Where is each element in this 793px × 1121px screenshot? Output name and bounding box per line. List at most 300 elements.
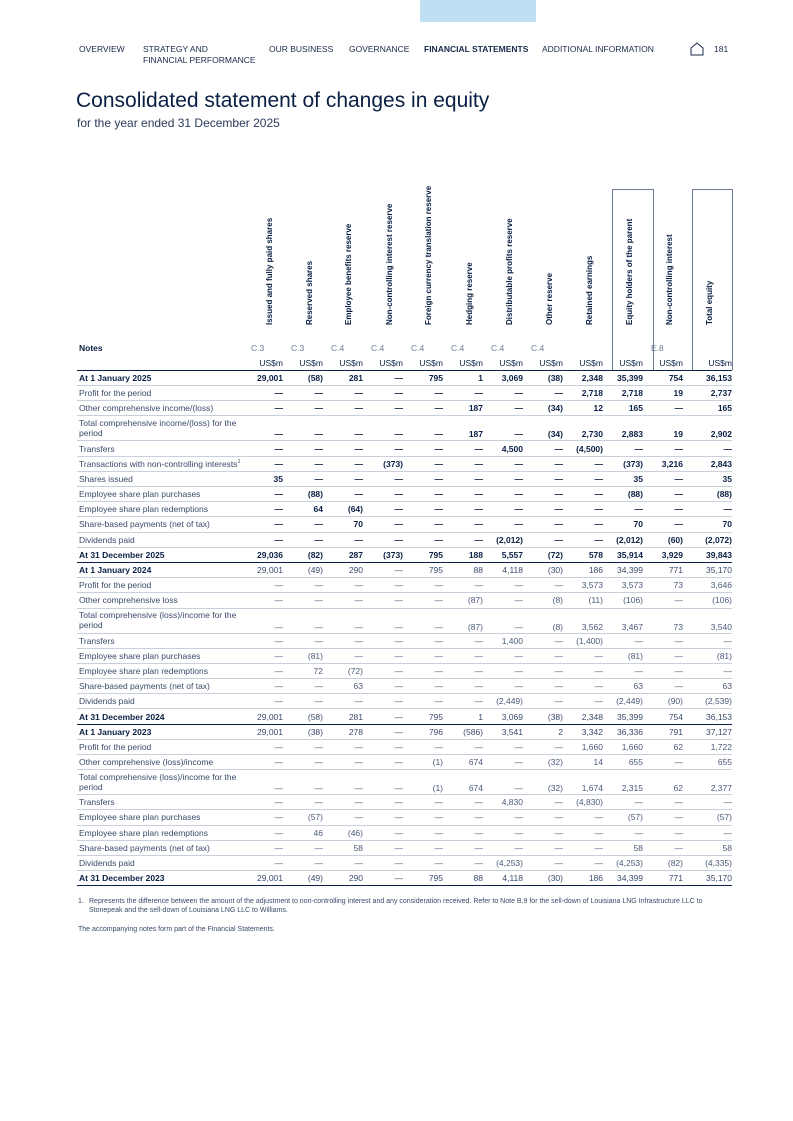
value-cell: — xyxy=(403,471,443,486)
unit-cell: US$m xyxy=(243,355,283,370)
value-cell: — xyxy=(363,441,403,456)
value-cell: — xyxy=(403,416,443,441)
value-cell: (46) xyxy=(323,825,363,840)
table-row-balance xyxy=(77,370,732,385)
value-cell: 3,573 xyxy=(603,578,643,593)
value-cell: — xyxy=(363,825,403,840)
table-row xyxy=(77,825,732,840)
value-cell: — xyxy=(483,679,523,694)
value-cell: — xyxy=(483,810,523,825)
value-cell: 754 xyxy=(643,709,683,724)
value-cell: 36,153 xyxy=(683,370,732,385)
value-cell: — xyxy=(403,487,443,502)
value-cell: — xyxy=(243,633,283,648)
value-cell: (4,253) xyxy=(603,855,643,870)
value-cell: 29,001 xyxy=(243,871,283,886)
table-row xyxy=(77,487,732,502)
notes-cell xyxy=(603,340,643,355)
value-cell: (8) xyxy=(523,593,563,608)
value-cell: — xyxy=(523,471,563,486)
notes-row xyxy=(77,340,732,355)
value-cell: 2,377 xyxy=(683,770,732,795)
value-cell: (4,253) xyxy=(483,855,523,870)
value-cell: — xyxy=(443,386,483,401)
value-cell: 63 xyxy=(603,679,643,694)
value-cell: — xyxy=(523,578,563,593)
value-cell: (34) xyxy=(523,401,563,416)
value-cell: 3,573 xyxy=(563,578,603,593)
value-cell: — xyxy=(483,416,523,441)
value-cell: — xyxy=(523,825,563,840)
value-cell: 3,540 xyxy=(683,608,732,633)
value-cell: — xyxy=(363,517,403,532)
value-cell: — xyxy=(523,840,563,855)
value-cell: — xyxy=(563,648,603,663)
value-cell: — xyxy=(283,578,323,593)
value-cell: — xyxy=(403,825,443,840)
value-cell: 36,336 xyxy=(603,724,643,739)
value-cell: (72) xyxy=(523,547,563,562)
value-cell: — xyxy=(563,502,603,517)
value-cell: — xyxy=(643,795,683,810)
value-cell: (30) xyxy=(523,871,563,886)
value-cell: — xyxy=(283,517,323,532)
notes-cell: C.4 xyxy=(331,342,345,353)
value-cell: — xyxy=(643,825,683,840)
notes-cell: C.4 xyxy=(451,342,465,353)
col-header-hedging-reserve: Hedging reserve xyxy=(465,262,474,325)
value-cell: (4,335) xyxy=(683,855,732,870)
value-cell: — xyxy=(323,855,363,870)
value-cell: — xyxy=(523,456,563,471)
nav-financial-statements[interactable]: FINANCIAL STATEMENTS xyxy=(424,44,529,54)
value-cell: — xyxy=(243,502,283,517)
value-cell: 795 xyxy=(403,370,443,385)
value-cell: — xyxy=(443,471,483,486)
value-cell: (38) xyxy=(283,724,323,739)
row-label: Share-based payments (net of tax) xyxy=(77,840,243,855)
table-row xyxy=(77,755,732,770)
col-header-distributable-profits: Distributable profits reserve xyxy=(505,218,514,325)
value-cell: (57) xyxy=(283,810,323,825)
value-cell: 674 xyxy=(443,770,483,795)
value-cell: 58 xyxy=(683,840,732,855)
home-icon[interactable] xyxy=(689,41,705,57)
value-cell: — xyxy=(603,441,643,456)
value-cell: — xyxy=(363,795,403,810)
nav-strategy[interactable]: STRATEGY AND xyxy=(143,44,208,54)
value-cell: (90) xyxy=(643,694,683,709)
value-cell: 35 xyxy=(683,471,732,486)
table-row xyxy=(77,663,732,678)
value-cell: — xyxy=(483,755,523,770)
value-cell: 35,170 xyxy=(683,562,732,577)
table-row xyxy=(77,593,732,608)
value-cell: 2,348 xyxy=(563,370,603,385)
value-cell: — xyxy=(323,471,363,486)
value-cell: — xyxy=(363,709,403,724)
unit-cell: US$m xyxy=(363,355,403,370)
value-cell: 36,153 xyxy=(683,709,732,724)
nav-additional-information[interactable]: ADDITIONAL INFORMATION xyxy=(542,44,654,54)
col-header-issued-shares: Issued and fully paid shares xyxy=(265,217,274,325)
value-cell: (11) xyxy=(563,593,603,608)
row-label: Share-based payments (net of tax) xyxy=(77,679,243,694)
value-cell: 1,660 xyxy=(603,739,643,754)
value-cell: 88 xyxy=(443,562,483,577)
table-row xyxy=(77,648,732,663)
value-cell: — xyxy=(283,633,323,648)
value-cell: 2,902 xyxy=(683,416,732,441)
value-cell: — xyxy=(243,608,283,633)
value-cell: — xyxy=(243,487,283,502)
value-cell: — xyxy=(283,456,323,471)
value-cell: 73 xyxy=(643,608,683,633)
value-cell: 3,216 xyxy=(643,456,683,471)
footnote-marker: 1 xyxy=(237,458,241,465)
value-cell: — xyxy=(443,456,483,471)
value-cell: — xyxy=(523,487,563,502)
value-cell: 165 xyxy=(603,401,643,416)
row-label: Other comprehensive loss xyxy=(77,593,243,608)
value-cell: 3,069 xyxy=(483,709,523,724)
row-label: At 31 December 2025 xyxy=(77,547,243,562)
value-cell: — xyxy=(563,810,603,825)
value-cell: — xyxy=(403,578,443,593)
value-cell: 771 xyxy=(643,562,683,577)
value-cell: 35,170 xyxy=(683,871,732,886)
row-label: Employee share plan purchases xyxy=(77,810,243,825)
value-cell: — xyxy=(563,840,603,855)
value-cell: — xyxy=(483,578,523,593)
value-cell: — xyxy=(683,633,732,648)
value-cell: — xyxy=(363,663,403,678)
value-cell: — xyxy=(483,593,523,608)
value-cell: — xyxy=(243,416,283,441)
value-cell: 1,722 xyxy=(683,739,732,754)
value-cell: 281 xyxy=(323,709,363,724)
value-cell: — xyxy=(243,593,283,608)
value-cell: (64) xyxy=(323,502,363,517)
value-cell: (57) xyxy=(683,810,732,825)
value-cell: (373) xyxy=(363,547,403,562)
col-header-employee-benefits: Employee benefits reserve xyxy=(344,223,353,325)
row-label: Employee share plan purchases xyxy=(77,648,243,663)
row-label: At 1 January 2023 xyxy=(77,724,243,739)
value-cell: — xyxy=(683,502,732,517)
value-cell: — xyxy=(403,386,443,401)
col-header-fx-reserve: Foreign currency translation reserve xyxy=(424,185,433,325)
value-cell: — xyxy=(523,810,563,825)
value-cell: 63 xyxy=(683,679,732,694)
value-cell: 578 xyxy=(563,547,603,562)
value-cell: — xyxy=(363,502,403,517)
unit-cell: US$m xyxy=(443,355,483,370)
value-cell: (373) xyxy=(603,456,643,471)
value-cell: 73 xyxy=(643,578,683,593)
value-cell: — xyxy=(643,755,683,770)
value-cell: — xyxy=(563,855,603,870)
table-row xyxy=(77,770,732,795)
value-cell: 35,399 xyxy=(603,370,643,385)
value-cell: 287 xyxy=(323,547,363,562)
value-cell: 29,001 xyxy=(243,562,283,577)
value-cell: 3,929 xyxy=(643,547,683,562)
table-row xyxy=(77,471,732,486)
notes-cell: C.3 xyxy=(251,342,265,353)
table-row xyxy=(77,679,732,694)
value-cell: — xyxy=(283,386,323,401)
value-cell: (32) xyxy=(523,770,563,795)
table-row xyxy=(77,633,732,648)
value-cell: 29,001 xyxy=(243,370,283,385)
value-cell: 1,400 xyxy=(483,633,523,648)
value-cell: (58) xyxy=(283,709,323,724)
value-cell: — xyxy=(283,679,323,694)
table-row xyxy=(77,840,732,855)
value-cell: 2,737 xyxy=(683,386,732,401)
nav-governance[interactable]: GOVERNANCE xyxy=(349,44,410,54)
value-cell: (60) xyxy=(643,532,683,547)
value-cell: — xyxy=(323,386,363,401)
units-row xyxy=(77,355,732,370)
value-cell: — xyxy=(363,770,403,795)
value-cell: 70 xyxy=(323,517,363,532)
value-cell: 29,036 xyxy=(243,547,283,562)
row-label: Share-based payments (net of tax) xyxy=(77,517,243,532)
value-cell: — xyxy=(483,648,523,663)
value-cell: — xyxy=(363,608,403,633)
value-cell: — xyxy=(363,855,403,870)
table-row xyxy=(77,456,732,471)
value-cell: — xyxy=(403,810,443,825)
value-cell: — xyxy=(643,471,683,486)
value-cell: — xyxy=(643,401,683,416)
notes-cell: C.4 xyxy=(411,342,425,353)
value-cell: — xyxy=(283,739,323,754)
value-cell: — xyxy=(403,502,443,517)
value-cell: — xyxy=(243,825,283,840)
value-cell: — xyxy=(243,401,283,416)
value-cell: — xyxy=(443,648,483,663)
value-cell: — xyxy=(283,840,323,855)
table-row xyxy=(77,578,732,593)
table-row xyxy=(77,855,732,870)
value-cell: 88 xyxy=(443,871,483,886)
value-cell: — xyxy=(363,694,403,709)
value-cell: — xyxy=(323,456,363,471)
value-cell: — xyxy=(643,487,683,502)
footnote-text: Represents the difference between the amount of the adjustment to non-controlling interest and any consideration received. Refer to Note B.9 for the sell-down of Louisiana LNG Infrastructure LLC to Stonepeak and the sell-down of Louisiana LNG LLC to Williams. xyxy=(89,898,703,914)
value-cell: (2,449) xyxy=(603,694,643,709)
value-cell: — xyxy=(243,739,283,754)
value-cell: 186 xyxy=(563,871,603,886)
value-cell: — xyxy=(603,795,643,810)
value-cell: — xyxy=(563,456,603,471)
value-cell: 674 xyxy=(443,755,483,770)
total-column-box-right xyxy=(732,189,733,370)
section-tab-marker xyxy=(420,0,536,22)
row-label: At 1 January 2025 xyxy=(77,370,243,385)
unit-cell: US$m xyxy=(323,355,363,370)
value-cell: 186 xyxy=(563,562,603,577)
value-cell: (38) xyxy=(523,370,563,385)
value-cell: — xyxy=(483,739,523,754)
value-cell: — xyxy=(403,456,443,471)
value-cell: 3,562 xyxy=(563,608,603,633)
row-label: Employee share plan redemptions xyxy=(77,663,243,678)
nav-overview[interactable]: OVERVIEW xyxy=(79,44,125,54)
value-cell: — xyxy=(683,825,732,840)
value-cell: — xyxy=(443,663,483,678)
value-cell: (8) xyxy=(523,608,563,633)
unit-cell: US$m xyxy=(483,355,523,370)
value-cell: — xyxy=(523,441,563,456)
value-cell: — xyxy=(363,633,403,648)
value-cell: 72 xyxy=(283,663,323,678)
top-navigation xyxy=(79,44,793,74)
table-row xyxy=(77,441,732,456)
nav-strategy-line2[interactable]: FINANCIAL PERFORMANCE xyxy=(143,55,256,65)
value-cell: — xyxy=(323,593,363,608)
value-cell: — xyxy=(443,578,483,593)
row-label: Shares issued xyxy=(77,471,243,486)
value-cell: (4,830) xyxy=(563,795,603,810)
value-cell: 19 xyxy=(643,386,683,401)
value-cell: (82) xyxy=(643,855,683,870)
value-cell: 3,342 xyxy=(563,724,603,739)
value-cell: — xyxy=(323,487,363,502)
table-row-balance xyxy=(77,724,732,739)
value-cell: — xyxy=(523,663,563,678)
value-cell: — xyxy=(563,825,603,840)
value-cell: (106) xyxy=(683,593,732,608)
value-cell: 35 xyxy=(603,471,643,486)
table-row xyxy=(77,416,732,441)
value-cell: (2,449) xyxy=(483,694,523,709)
value-cell: — xyxy=(483,401,523,416)
col-header-other-reserve: Other reserve xyxy=(545,272,554,325)
value-cell: — xyxy=(363,810,403,825)
value-cell: — xyxy=(363,562,403,577)
value-cell: — xyxy=(243,532,283,547)
value-cell: — xyxy=(243,855,283,870)
value-cell: — xyxy=(643,679,683,694)
page-subtitle: for the year ended 31 December 2025 xyxy=(77,116,280,130)
value-cell: (2,539) xyxy=(683,694,732,709)
value-cell: 58 xyxy=(603,840,643,855)
notes-cell: C.3 xyxy=(291,342,305,353)
value-cell: 188 xyxy=(443,547,483,562)
value-cell: 37,127 xyxy=(683,724,732,739)
value-cell: 281 xyxy=(323,370,363,385)
value-cell: — xyxy=(403,679,443,694)
value-cell: — xyxy=(283,401,323,416)
unit-cell: US$m xyxy=(563,355,603,370)
value-cell: (87) xyxy=(443,593,483,608)
value-cell: (2,012) xyxy=(603,532,643,547)
unit-cell: US$m xyxy=(643,355,683,370)
value-cell: — xyxy=(483,487,523,502)
value-cell: — xyxy=(523,517,563,532)
value-cell: — xyxy=(243,386,283,401)
value-cell: 4,118 xyxy=(483,562,523,577)
value-cell: — xyxy=(403,401,443,416)
value-cell: — xyxy=(563,532,603,547)
value-cell: — xyxy=(483,840,523,855)
value-cell: — xyxy=(403,663,443,678)
value-cell: — xyxy=(243,456,283,471)
value-cell: (82) xyxy=(283,547,323,562)
value-cell: 64 xyxy=(283,502,323,517)
value-cell: 70 xyxy=(603,517,643,532)
table-row xyxy=(77,608,732,633)
value-cell: — xyxy=(323,694,363,709)
value-cell: — xyxy=(283,471,323,486)
value-cell: (32) xyxy=(523,755,563,770)
value-cell: 5,557 xyxy=(483,547,523,562)
value-cell: 58 xyxy=(323,840,363,855)
value-cell: 46 xyxy=(283,825,323,840)
value-cell: (1,400) xyxy=(563,633,603,648)
value-cell: — xyxy=(643,502,683,517)
value-cell: — xyxy=(323,441,363,456)
value-cell: — xyxy=(403,694,443,709)
row-label: Profit for the period xyxy=(77,739,243,754)
value-cell: 2,348 xyxy=(563,709,603,724)
value-cell: — xyxy=(403,739,443,754)
value-cell: — xyxy=(283,694,323,709)
value-cell: — xyxy=(483,517,523,532)
value-cell: — xyxy=(563,471,603,486)
footnote-number: 1. xyxy=(78,898,84,905)
table-row-balance xyxy=(77,871,732,886)
value-cell: 19 xyxy=(643,416,683,441)
value-cell: — xyxy=(483,386,523,401)
value-cell: — xyxy=(363,840,403,855)
value-cell: — xyxy=(323,739,363,754)
value-cell: — xyxy=(323,608,363,633)
value-cell: — xyxy=(243,840,283,855)
value-cell: 2,883 xyxy=(603,416,643,441)
value-cell: — xyxy=(683,795,732,810)
value-cell: — xyxy=(643,517,683,532)
value-cell: 290 xyxy=(323,871,363,886)
row-label: Dividends paid xyxy=(77,694,243,709)
nav-our-business[interactable]: OUR BUSINESS xyxy=(269,44,334,54)
value-cell: — xyxy=(323,770,363,795)
row-label: Total comprehensive (loss)/income for the period xyxy=(77,608,243,633)
table-row xyxy=(77,795,732,810)
value-cell: — xyxy=(403,840,443,855)
value-cell: 187 xyxy=(443,401,483,416)
value-cell: — xyxy=(363,370,403,385)
table-row-balance xyxy=(77,562,732,577)
row-label: Employee share plan redemptions xyxy=(77,825,243,840)
notes-cell xyxy=(563,340,603,355)
page-number: 181 xyxy=(714,44,729,54)
value-cell: — xyxy=(243,517,283,532)
value-cell: — xyxy=(243,795,283,810)
value-cell: 1,660 xyxy=(563,739,603,754)
value-cell: (2,012) xyxy=(483,532,523,547)
notes-cell: C.4 xyxy=(491,342,505,353)
value-cell: — xyxy=(643,840,683,855)
value-cell: — xyxy=(523,633,563,648)
row-label: Employee share plan purchases xyxy=(77,487,243,502)
value-cell: (106) xyxy=(603,593,643,608)
value-cell: — xyxy=(363,724,403,739)
